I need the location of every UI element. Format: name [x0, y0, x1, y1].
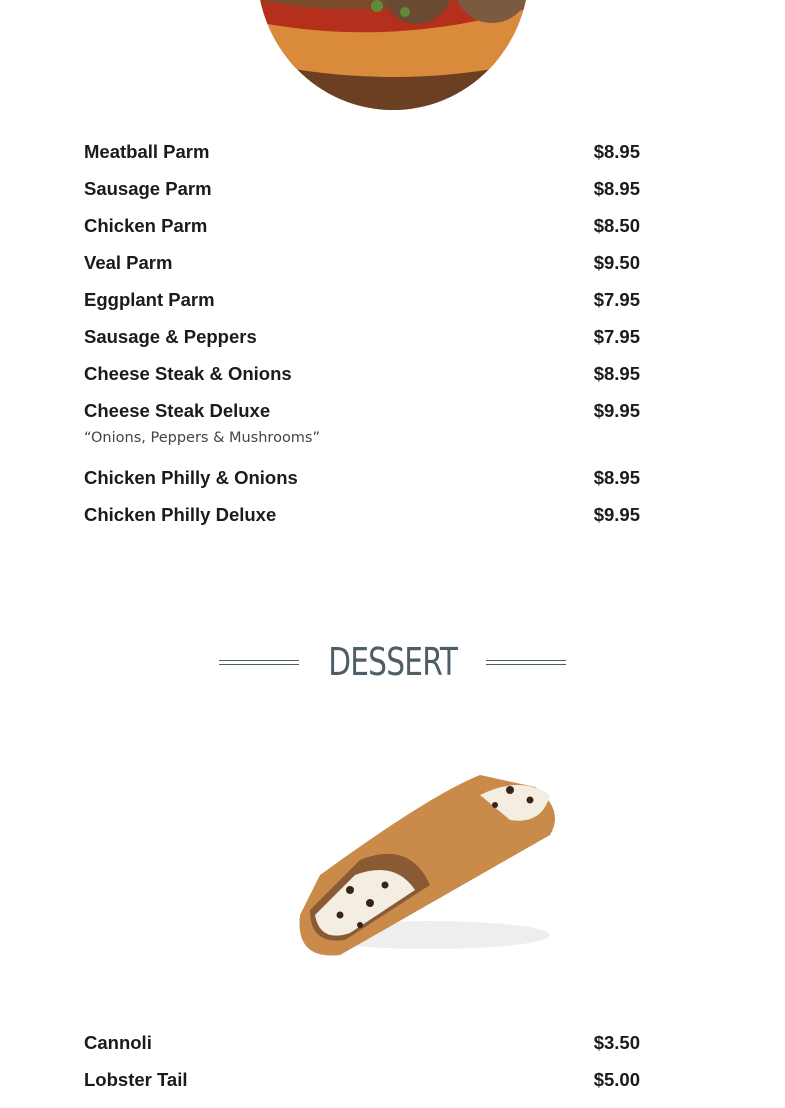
menu-item: [84, 402, 640, 430]
cannoli-photo: [280, 765, 570, 975]
menu-item: [84, 254, 640, 291]
item-price: $9.50: [593, 252, 640, 273]
item-name: Chicken Philly Deluxe: [84, 504, 277, 525]
item-name: Sausage Parm: [84, 178, 212, 199]
dessert-list: [84, 1034, 640, 1108]
section-title: DESSERT: [328, 640, 457, 684]
item-name: Lobster Tail: [84, 1069, 188, 1090]
item-name: Eggplant Parm: [84, 289, 215, 310]
menu-list: [84, 143, 640, 543]
menu-item: [84, 328, 640, 365]
dessert-heading: [0, 640, 785, 684]
menu-item: [84, 365, 640, 402]
item-name: Cheese Steak Deluxe: [84, 400, 271, 421]
menu-item: [84, 291, 640, 328]
heading-rule-left: [219, 660, 299, 665]
item-name: Meatball Parm: [84, 141, 210, 162]
item-price: $8.95: [593, 467, 640, 488]
item-name: Cannoli: [84, 1032, 152, 1053]
item-price: $9.95: [593, 504, 640, 525]
item-price: $9.95: [593, 400, 640, 421]
menu-item: [84, 180, 640, 217]
item-price: $8.50: [593, 215, 640, 236]
item-name: Veal Parm: [84, 252, 173, 273]
menu-item: [84, 506, 640, 543]
menu-item: [84, 1034, 640, 1071]
item-price: $7.95: [593, 289, 640, 310]
item-name: Chicken Philly & Onions: [84, 467, 298, 488]
menu-item: [84, 1071, 640, 1108]
item-price: $3.50: [593, 1032, 640, 1053]
item-price: $8.95: [593, 178, 640, 199]
item-note: “Onions, Peppers & Mushrooms”: [84, 430, 321, 446]
item-price: $8.95: [593, 363, 640, 384]
heading-rule-right: [486, 660, 566, 665]
menu-item: [84, 143, 640, 180]
item-price: $7.95: [593, 326, 640, 347]
menu-item: [84, 217, 640, 254]
item-name: Cheese Steak & Onions: [84, 363, 292, 384]
item-name: Sausage & Peppers: [84, 326, 257, 347]
item-name: Chicken Parm: [84, 215, 208, 236]
meatball-sub-photo: [257, 0, 529, 110]
item-price: $8.95: [593, 141, 640, 162]
menu-item: [84, 469, 640, 506]
item-price: $5.00: [593, 1069, 640, 1090]
